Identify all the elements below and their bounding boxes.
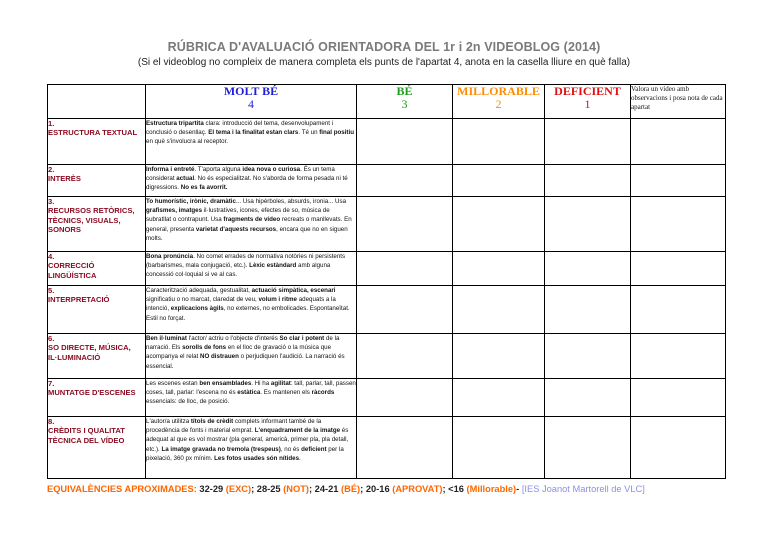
- descriptor-bold-text: Les fotos usades són nítides: [214, 454, 300, 462]
- criterion-name: INTERÈS: [48, 174, 81, 184]
- equivalence-range: 24-21: [314, 484, 339, 494]
- score-cell-be[interactable]: [357, 286, 453, 334]
- score-cell-millorable[interactable]: [453, 334, 545, 379]
- rubric-row: [48, 417, 726, 479]
- descriptor-bold-text: final positiu: [319, 129, 354, 137]
- descriptor-text: ... Usa hipèrboles, absurds, ironia... Usa: [235, 198, 347, 205]
- descriptor-text: recreats o manllevats. En general, presenta: [146, 216, 352, 233]
- criterion-name: MUNTATGE D'ESCENES: [48, 388, 136, 398]
- score-cell-be[interactable]: [357, 252, 453, 286]
- observation-cell[interactable]: [631, 252, 726, 286]
- rubric-row: [48, 286, 726, 334]
- criterion-cell: [48, 379, 146, 417]
- descriptor-bold-text: estàtica: [237, 389, 261, 397]
- criterion-name: RECURSOS RETÒRICS, TÈCNICS, VISUALS, SONORS: [48, 206, 135, 235]
- descriptor-cell: [146, 252, 357, 286]
- descriptor-cell: [146, 197, 357, 252]
- header-level-molt-be: [146, 85, 357, 119]
- descriptor-text: , no és: [280, 445, 302, 453]
- criterion-cell: [48, 334, 146, 379]
- score-cell-be[interactable]: [357, 119, 453, 165]
- descriptor-bold-text: Ben il·luminat: [146, 335, 187, 342]
- score-cell-deficient[interactable]: [545, 165, 631, 197]
- descriptor-text: complets informant també de la procedència de fonts i material emprat.: [146, 418, 322, 435]
- score-cell-be[interactable]: [357, 165, 453, 197]
- equivalence-grade: (EXC): [225, 484, 252, 494]
- score-cell-deficient[interactable]: [545, 252, 631, 286]
- descriptor-bold-text: El tema i la finalitat estan clars: [208, 129, 299, 137]
- descriptor-text: il·lustratives, icones, efectes de so, música de subratllat o contrapunt. Usa: [146, 207, 330, 224]
- header-level-deficient: [545, 85, 631, 119]
- criterion-number: 6.: [48, 334, 55, 343]
- descriptor-text: per la pixelació, 360 px mínim.: [146, 445, 344, 462]
- footer-equivalence-item: <16 (Millorable)-: [448, 484, 522, 494]
- score-cell-deficient[interactable]: [545, 379, 631, 417]
- descriptor-bold-text: actual: [176, 175, 195, 183]
- score-cell-be[interactable]: [357, 417, 453, 479]
- equivalence-range: 20-16: [365, 484, 390, 494]
- score-cell-millorable[interactable]: [453, 379, 545, 417]
- criterion-number: 3.: [48, 197, 55, 206]
- score-cell-be[interactable]: [357, 197, 453, 252]
- header-level-be: [357, 85, 453, 119]
- header-blank-cell: [48, 85, 146, 119]
- descriptor-bold-text: volum i ritme: [258, 296, 297, 304]
- level-score: 2: [495, 97, 502, 111]
- descriptor-bold-text: NO distrauen: [200, 353, 239, 361]
- descriptor-text: , encara que no en siguen molts.: [146, 225, 348, 242]
- score-cell-millorable[interactable]: [453, 252, 545, 286]
- descriptor-text: en què s'involucra al receptor.: [146, 138, 229, 146]
- descriptor-bold-text: títols de crèdit: [190, 418, 234, 425]
- descriptor-text: Caracterització adequada, gestualitat,: [146, 287, 252, 294]
- descriptor-cell: [146, 334, 357, 379]
- score-cell-millorable[interactable]: [453, 417, 545, 479]
- descriptor-bold-text: Bona pronúncia: [146, 253, 194, 260]
- score-cell-deficient[interactable]: [545, 119, 631, 165]
- equivalence-range: <16: [448, 484, 464, 494]
- descriptor-text: amb alguna concessió col·loquial si ve al cas.: [146, 262, 331, 279]
- descriptor-bold-text: explicacions àgils: [170, 305, 224, 313]
- criterion-cell: [48, 286, 146, 334]
- descriptor-bold-text: ben ensamblades: [199, 380, 252, 387]
- descriptor-text: . T'aporta alguna: [194, 166, 243, 173]
- observation-cell[interactable]: [631, 197, 726, 252]
- level-label: DEFICIENT: [554, 84, 621, 98]
- criterion-number: 8.: [48, 417, 55, 426]
- level-label: MOLT BÉ: [223, 84, 279, 98]
- footer-school: [IES Joanot Martorell de VLC]: [521, 484, 645, 494]
- descriptor-bold-text: agilitat: [270, 380, 291, 387]
- rubric-row: [48, 119, 726, 165]
- criterion-cell: [48, 252, 146, 286]
- descriptor-bold-text: idea nova o curiosa: [242, 166, 301, 173]
- descriptor-bold-text: grafismes, imatges: [146, 207, 203, 215]
- descriptor-text: significatiu o no marcat, claredat de veu,: [146, 296, 259, 304]
- descriptor-text: .: [299, 454, 301, 462]
- score-cell-be[interactable]: [357, 379, 453, 417]
- criterion-name: ESTRUCTURA TEXTUAL: [48, 128, 138, 138]
- descriptor-bold-text: L'enquadrament de la imatge: [254, 427, 341, 435]
- criterion-number: 2.: [48, 165, 55, 174]
- descriptor-bold-text: fragments de vídeo: [223, 216, 281, 224]
- descriptor-text: . No comet errades de normativa notòries ni persistents (barbarismes, mala conjugació, etc.).: [146, 253, 346, 270]
- descriptor-text: Les escenes estan: [146, 380, 200, 387]
- observation-cell[interactable]: [631, 119, 726, 165]
- equivalence-grade: (BÉ): [341, 484, 361, 494]
- observation-cell[interactable]: [631, 165, 726, 197]
- descriptor-text: . Té un: [298, 129, 320, 137]
- score-cell-millorable[interactable]: [453, 197, 545, 252]
- descriptor-bold-text: To humorístic, irònic, dramàtic: [146, 198, 236, 205]
- descriptor-text: . Hi ha: [251, 380, 271, 387]
- page-title: RÚBRICA D'AVALUACIÓ ORIENTADORA DEL 1r i 2n VIDEOBLOG (2014): [167, 40, 601, 54]
- score-cell-millorable[interactable]: [453, 119, 545, 165]
- footer-equivalence-item: 24-21 (BÉ);: [314, 484, 366, 494]
- criterion-name: INTERPRETACIÓ: [48, 295, 110, 305]
- rubric-row: [48, 334, 726, 379]
- rubric-row: [48, 197, 726, 252]
- footer-equivalence-item: 28-25 (NOT);: [256, 484, 315, 494]
- descriptor-text: . És un tema considerat: [146, 166, 335, 183]
- descriptor-cell: [146, 286, 357, 334]
- criterion-name: CRÈDITS I QUALITAT TÈCNICA DEL VÍDEO: [48, 426, 125, 445]
- descriptor-bold-text: La imatge gravada no tremola (trespeus): [161, 445, 281, 453]
- criterion-cell: [48, 119, 146, 165]
- level-score: 3: [401, 97, 408, 111]
- descriptor-text: L'autor/a utilitza: [146, 418, 191, 425]
- descriptor-text: o perjudiquen l'audició. La narració és essencial.: [146, 353, 345, 370]
- descriptor-text: l'actor/ actriu o l'objecte d'interés: [186, 335, 280, 342]
- header-row: [48, 85, 726, 119]
- score-cell-millorable[interactable]: [453, 286, 545, 334]
- score-cell-millorable[interactable]: [453, 165, 545, 197]
- footer-label: EQUIVALÈNCIES APROXIMADES:: [47, 484, 197, 494]
- level-label: BÉ: [396, 84, 413, 98]
- descriptor-text: en el lloc de gravació o la música que acompanya el relat: [146, 344, 332, 361]
- criterion-number: 4.: [48, 252, 55, 261]
- criterion-cell: [48, 197, 146, 252]
- descriptor-text: essencials: de lloc, de posició.: [146, 398, 230, 406]
- criterion-number: 7.: [48, 379, 55, 388]
- score-cell-deficient[interactable]: [545, 417, 631, 479]
- level-score: 1: [584, 97, 591, 111]
- criterion-cell: [48, 417, 146, 479]
- header-note: Valora un vídeo amb observacions i posa nota de cada apartat: [631, 85, 726, 119]
- score-cell-deficient[interactable]: [545, 197, 631, 252]
- score-cell-be[interactable]: [357, 334, 453, 379]
- equivalence-range: 28-25: [256, 484, 281, 494]
- descriptor-bold-text: sorolls de fons: [182, 344, 227, 352]
- descriptor-text: , no externes, no embolicades. Espontaneïtat. Estil no forçat.: [146, 305, 350, 322]
- descriptor-bold-text: So clar i potent: [279, 335, 325, 342]
- descriptor-bold-text: No es fa avorrit.: [180, 184, 228, 192]
- descriptor-text: . Es mantenen els: [260, 389, 312, 397]
- header-level-millorable: [453, 85, 545, 119]
- descriptor-text: adequats a la intenció,: [146, 296, 336, 313]
- criterion-number: 5.: [48, 286, 55, 295]
- descriptor-bold-text: varietat d'aquests recursos: [195, 225, 277, 233]
- descriptor-text: : tall, parlar, tall, passen coses, tall, parlar: l'escena no és: [146, 380, 356, 397]
- descriptor-bold-text: Lèxic estàndard: [249, 262, 297, 270]
- rubric-row: [48, 252, 726, 286]
- equivalence-range: 32-29: [199, 484, 224, 494]
- observation-cell[interactable]: [631, 379, 726, 417]
- criterion-name: CORRECCIÓ LINGÜÍSTICA: [48, 261, 97, 280]
- observation-cell[interactable]: [631, 334, 726, 379]
- rubric-row: [48, 379, 726, 417]
- descriptor-cell: [146, 379, 357, 417]
- descriptor-bold-text: deficient: [301, 445, 327, 453]
- score-cell-deficient[interactable]: [545, 286, 631, 334]
- descriptor-bold-text: Estructura tripartita: [146, 120, 204, 127]
- footer-equivalences: [47, 484, 747, 494]
- footer-equivalence-item: 32-29 (EXC);: [199, 484, 257, 494]
- equivalence-grade: (NOT): [283, 484, 309, 494]
- descriptor-text: clara: introducció del tema, desenvolupament i conclusió o desenllaç.: [146, 120, 334, 137]
- descriptor-text: . No és especialitzat. No s'aborda de forma pesada ni té digressions.: [146, 175, 348, 192]
- observation-cell[interactable]: [631, 417, 726, 479]
- footer-equivalence-item: 20-16 (APROVAT);: [365, 484, 449, 494]
- criterion-name: SO DIRECTE, MÚSICA, IL·LUMINACIÓ: [48, 343, 131, 362]
- page-subtitle: (Si el videoblog no compleix de manera completa els punts de l'apartat 4, anota en la casella lliure en què falla): [137, 57, 631, 68]
- rubric-table: [47, 84, 726, 479]
- criterion-number: 1.: [48, 119, 55, 128]
- descriptor-text: de la narració. Els: [146, 335, 340, 352]
- level-score: 4: [248, 97, 254, 111]
- level-label: MILLORABLE: [457, 84, 540, 98]
- equivalence-grade: (APROVAT): [392, 484, 443, 494]
- rubric-row: [48, 165, 726, 197]
- descriptor-bold-text: ràcords: [311, 389, 335, 397]
- criterion-cell: [48, 165, 146, 197]
- descriptor-cell: [146, 417, 357, 479]
- descriptor-bold-text: actuació simpàtica, escenari: [251, 287, 336, 294]
- equivalence-grade: (Millorable): [466, 484, 517, 494]
- descriptor-cell: [146, 119, 357, 165]
- descriptor-cell: [146, 165, 357, 197]
- score-cell-deficient[interactable]: [545, 334, 631, 379]
- observation-cell[interactable]: [631, 286, 726, 334]
- descriptor-bold-text: Informa i entreté: [146, 166, 195, 173]
- descriptor-text: és adequat al que es vol mostrar (pla general, americà, primer pla, pla detall, etc.).: [146, 427, 349, 453]
